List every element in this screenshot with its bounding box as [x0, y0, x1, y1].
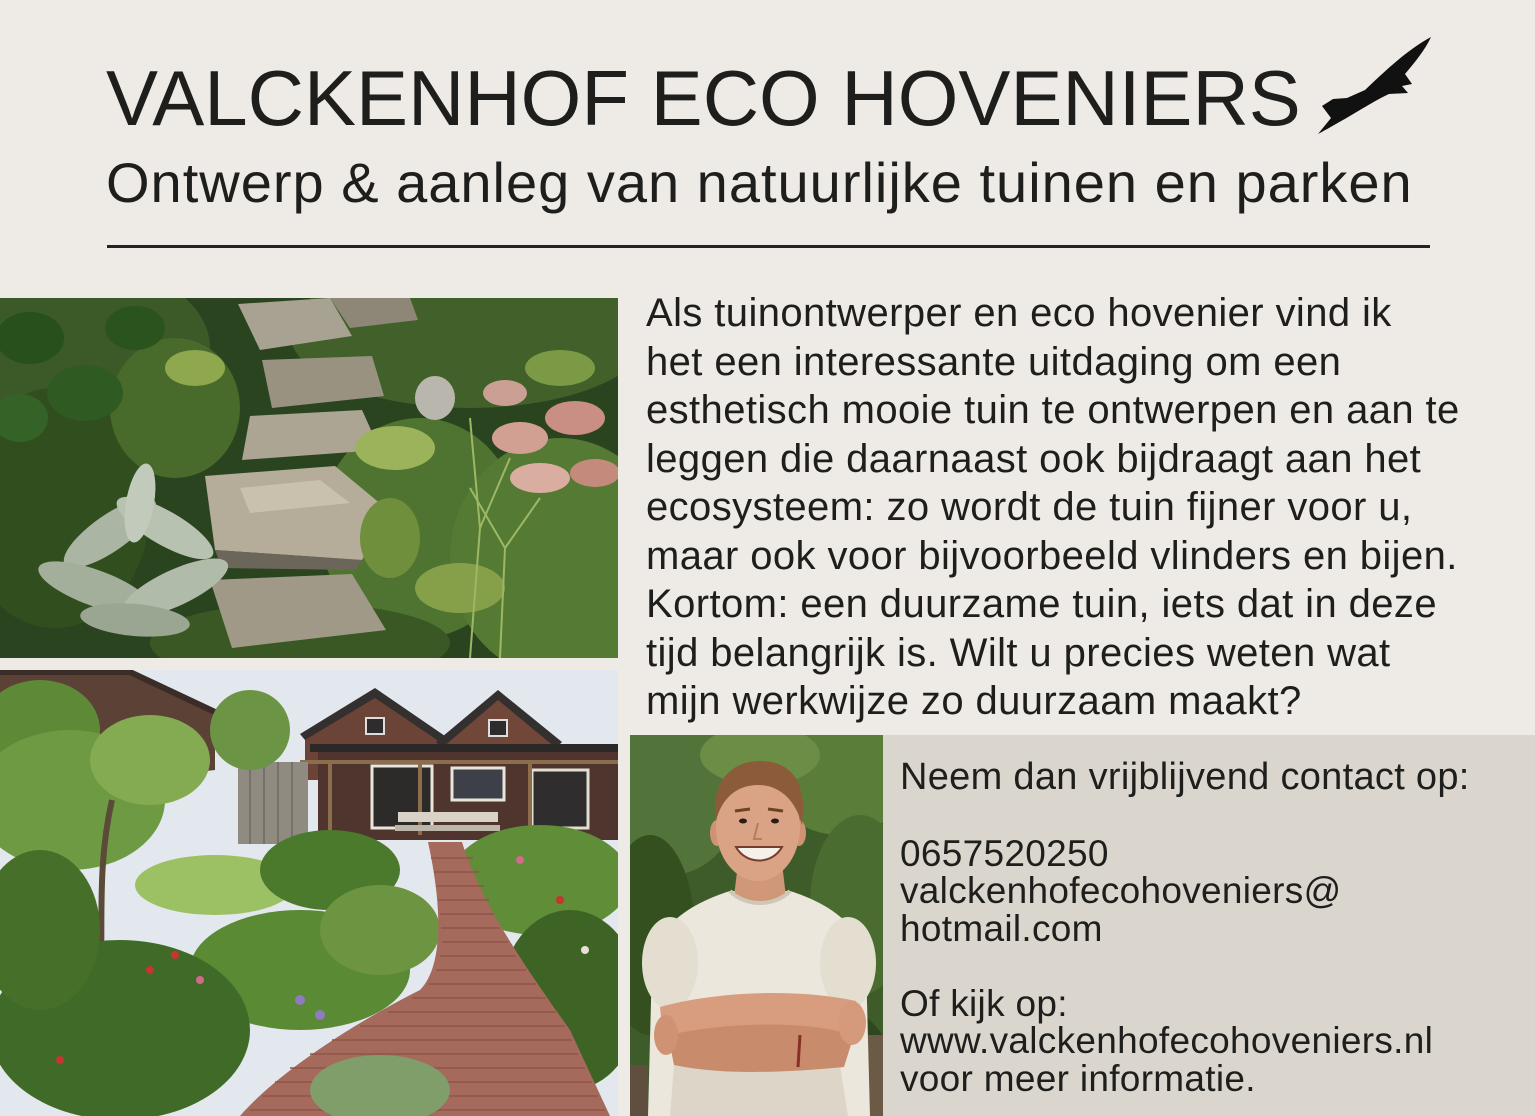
phone-number: 0657520250 — [900, 832, 1109, 874]
website-url: www.valckenhofecohoveniers.nl — [900, 1020, 1434, 1061]
crossed-arm-lower — [668, 1024, 854, 1072]
house-door — [532, 770, 588, 828]
eye — [739, 819, 747, 824]
contact-heading: Neem dan vrijblijvend contact op: — [900, 756, 1470, 798]
hand — [654, 1015, 678, 1055]
intro-line: Als tuinontwerper en eco hovenier vind ik — [646, 291, 1392, 335]
gable-window — [489, 720, 507, 736]
fence-post — [630, 1065, 648, 1116]
eye — [771, 819, 779, 824]
house-window — [452, 768, 504, 800]
gable-window — [366, 718, 384, 734]
company-title: VALCKENHOF ECO HOVENIERS — [106, 54, 1301, 142]
intro-line: maar ook voor bijvoorbeeld vlinders en bijen. — [646, 533, 1458, 578]
left-sleeve — [642, 917, 698, 1009]
garden-boulder — [415, 376, 455, 420]
intro-line: esthetisch mooie tuin te ontwerpen en aan te — [646, 388, 1460, 432]
header-divider — [107, 245, 1430, 248]
wooden-fence — [238, 762, 308, 844]
bird-silhouette — [1318, 37, 1431, 134]
company-tagline: Ontwerp & aanleg van natuurlijke tuinen en parken — [106, 151, 1413, 214]
garden-table — [395, 812, 500, 831]
intro-line: het een interessante uitdaging om een — [646, 339, 1342, 384]
bird-icon — [1315, 36, 1432, 136]
email-address-line-2: hotmail.com — [900, 907, 1103, 949]
intro-line: Kortom: een duurzame tuin, iets dat in deze — [646, 582, 1437, 626]
website-outro: voor meer informatie. — [900, 1057, 1256, 1099]
website-intro: Of kijk op: — [900, 982, 1068, 1024]
bracelet — [798, 1035, 800, 1067]
intro-line: ecosysteem: zo wordt de tuin fijner voor u, — [646, 485, 1413, 529]
garden-steps-photo — [0, 298, 618, 658]
intro-line: tijd belangrijk is. Wilt u precies weten wat — [646, 630, 1391, 675]
intro-line: mijn werkwijze zo duurzaam maakt? — [646, 679, 1302, 723]
gardener-portrait-photo — [630, 735, 883, 1116]
hand — [838, 1001, 866, 1045]
backyard-garden-photo — [0, 670, 618, 1116]
right-sleeve — [820, 917, 876, 1009]
email-address-line-1: valckenhofecohoveniers@ — [900, 870, 1342, 911]
intro-paragraph — [646, 289, 1460, 726]
contact-details — [900, 757, 1470, 1097]
intro-line: leggen die daarnaast ook bijdraagt aan het — [646, 436, 1422, 481]
